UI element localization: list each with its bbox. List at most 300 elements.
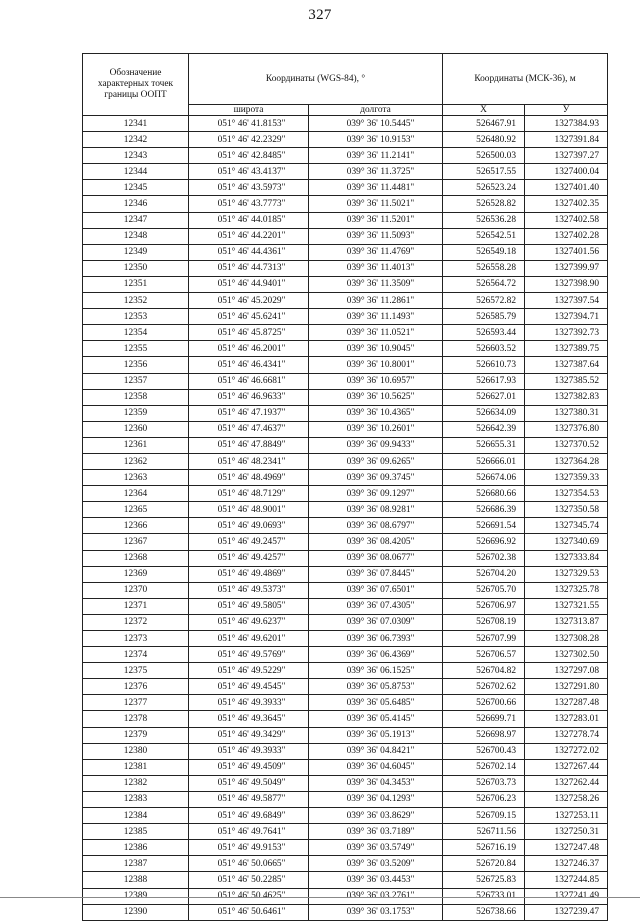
point-id-cell: 12352 bbox=[83, 293, 189, 309]
coord-x-cell: 526617.93 bbox=[443, 373, 525, 389]
longitude-cell: 039° 36' 10.5445" bbox=[309, 116, 443, 132]
coord-x-cell: 526528.82 bbox=[443, 196, 525, 212]
coord-x-cell: 526603.52 bbox=[443, 341, 525, 357]
longitude-cell: 039° 36' 03.4453" bbox=[309, 872, 443, 888]
longitude-cell: 039° 36' 03.5749" bbox=[309, 840, 443, 856]
table-row bbox=[83, 437, 608, 453]
point-id-cell: 12345 bbox=[83, 180, 189, 196]
latitude-cell: 051° 46' 49.4545" bbox=[189, 679, 309, 695]
coord-y-cell: 1327376.80 bbox=[525, 421, 608, 437]
longitude-cell: 039° 36' 11.4769" bbox=[309, 244, 443, 260]
table-row bbox=[83, 711, 608, 727]
point-id-cell: 12373 bbox=[83, 631, 189, 647]
coord-x-cell: 526536.28 bbox=[443, 212, 525, 228]
latitude-cell: 051° 46' 49.6237" bbox=[189, 614, 309, 630]
longitude-cell: 039° 36' 11.4481" bbox=[309, 180, 443, 196]
table-row bbox=[83, 228, 608, 244]
coord-x-cell: 526642.39 bbox=[443, 421, 525, 437]
coord-x-cell: 526585.79 bbox=[443, 309, 525, 325]
table-row bbox=[83, 389, 608, 405]
point-id-cell: 12354 bbox=[83, 325, 189, 341]
latitude-cell: 051° 46' 44.9401" bbox=[189, 276, 309, 292]
table-row bbox=[83, 695, 608, 711]
coord-x-cell: 526709.15 bbox=[443, 808, 525, 824]
longitude-cell: 039° 36' 07.8445" bbox=[309, 566, 443, 582]
table-row bbox=[83, 276, 608, 292]
latitude-cell: 051° 46' 46.2001" bbox=[189, 341, 309, 357]
latitude-cell: 051° 46' 45.8725" bbox=[189, 325, 309, 341]
table-row bbox=[83, 534, 608, 550]
coord-y-cell: 1327244.85 bbox=[525, 872, 608, 888]
table-row bbox=[83, 244, 608, 260]
table-row bbox=[83, 373, 608, 389]
longitude-cell: 039° 36' 11.0521" bbox=[309, 325, 443, 341]
table-row bbox=[83, 196, 608, 212]
point-id-cell: 12364 bbox=[83, 486, 189, 502]
coord-y-cell: 1327398.90 bbox=[525, 276, 608, 292]
latitude-cell: 051° 46' 45.6241" bbox=[189, 309, 309, 325]
coord-y-cell: 1327340.69 bbox=[525, 534, 608, 550]
coord-x-cell: 526674.06 bbox=[443, 470, 525, 486]
point-id-cell: 12377 bbox=[83, 695, 189, 711]
table-row bbox=[83, 486, 608, 502]
coord-y-cell: 1327272.02 bbox=[525, 743, 608, 759]
point-id-cell: 12366 bbox=[83, 518, 189, 534]
latitude-cell: 051° 46' 50.0665" bbox=[189, 856, 309, 872]
coord-x-cell: 526634.09 bbox=[443, 405, 525, 421]
longitude-cell: 039° 36' 06.7393" bbox=[309, 631, 443, 647]
coord-y-cell: 1327402.35 bbox=[525, 196, 608, 212]
coord-y-cell: 1327397.54 bbox=[525, 293, 608, 309]
latitude-cell: 051° 46' 47.8849" bbox=[189, 437, 309, 453]
coord-y-cell: 1327267.44 bbox=[525, 759, 608, 775]
coord-y-cell: 1327364.28 bbox=[525, 453, 608, 469]
coord-x-cell: 526698.97 bbox=[443, 727, 525, 743]
latitude-cell: 051° 46' 50.2285" bbox=[189, 872, 309, 888]
longitude-cell: 039° 36' 11.2861" bbox=[309, 293, 443, 309]
table-row bbox=[83, 260, 608, 276]
longitude-cell: 039° 36' 08.9281" bbox=[309, 502, 443, 518]
latitude-cell: 051° 46' 49.9153" bbox=[189, 840, 309, 856]
latitude-cell: 051° 46' 49.4257" bbox=[189, 550, 309, 566]
table-row bbox=[83, 582, 608, 598]
table-row bbox=[83, 164, 608, 180]
coord-y-cell: 1327313.87 bbox=[525, 614, 608, 630]
latitude-cell: 051° 46' 49.5805" bbox=[189, 598, 309, 614]
longitude-cell: 039° 36' 03.7189" bbox=[309, 824, 443, 840]
point-id-cell: 12387 bbox=[83, 856, 189, 872]
point-id-cell: 12356 bbox=[83, 357, 189, 373]
coord-y-cell: 1327297.08 bbox=[525, 663, 608, 679]
longitude-cell: 039° 36' 08.4205" bbox=[309, 534, 443, 550]
coord-y-cell: 1327321.55 bbox=[525, 598, 608, 614]
point-id-cell: 12378 bbox=[83, 711, 189, 727]
coord-x-cell: 526704.20 bbox=[443, 566, 525, 582]
coord-x-cell: 526700.43 bbox=[443, 743, 525, 759]
longitude-cell: 039° 36' 11.5021" bbox=[309, 196, 443, 212]
coord-y-cell: 1327302.50 bbox=[525, 647, 608, 663]
coord-x-cell: 526706.97 bbox=[443, 598, 525, 614]
point-id-cell: 12371 bbox=[83, 598, 189, 614]
coord-x-cell: 526711.56 bbox=[443, 824, 525, 840]
table-row bbox=[83, 132, 608, 148]
coord-y-cell: 1327384.93 bbox=[525, 116, 608, 132]
point-id-cell: 12372 bbox=[83, 614, 189, 630]
longitude-cell: 039° 36' 07.0309" bbox=[309, 614, 443, 630]
longitude-cell: 039° 36' 10.5625" bbox=[309, 389, 443, 405]
latitude-cell: 051° 46' 43.4137" bbox=[189, 164, 309, 180]
coord-x-cell: 526558.28 bbox=[443, 260, 525, 276]
point-id-cell: 12362 bbox=[83, 453, 189, 469]
latitude-cell: 051° 46' 46.4341" bbox=[189, 357, 309, 373]
header-x: X bbox=[443, 105, 525, 116]
longitude-cell: 039° 36' 10.6957" bbox=[309, 373, 443, 389]
coord-y-cell: 1327387.64 bbox=[525, 357, 608, 373]
point-id-cell: 12361 bbox=[83, 437, 189, 453]
coord-x-cell: 526704.82 bbox=[443, 663, 525, 679]
table-row bbox=[83, 743, 608, 759]
coord-y-cell: 1327308.28 bbox=[525, 631, 608, 647]
longitude-cell: 039° 36' 11.3725" bbox=[309, 164, 443, 180]
coord-x-cell: 526696.92 bbox=[443, 534, 525, 550]
coord-y-cell: 1327399.97 bbox=[525, 260, 608, 276]
table-row bbox=[83, 212, 608, 228]
table-row bbox=[83, 663, 608, 679]
coord-y-cell: 1327329.53 bbox=[525, 566, 608, 582]
table-row bbox=[83, 325, 608, 341]
latitude-cell: 051° 46' 49.3933" bbox=[189, 695, 309, 711]
point-id-cell: 12381 bbox=[83, 759, 189, 775]
coord-x-cell: 526706.23 bbox=[443, 791, 525, 807]
coord-x-cell: 526708.19 bbox=[443, 614, 525, 630]
longitude-cell: 039° 36' 11.4013" bbox=[309, 260, 443, 276]
longitude-cell: 039° 36' 04.8421" bbox=[309, 743, 443, 759]
longitude-cell: 039° 36' 08.6797" bbox=[309, 518, 443, 534]
point-id-cell: 12369 bbox=[83, 566, 189, 582]
longitude-cell: 039° 36' 09.9433" bbox=[309, 437, 443, 453]
coord-y-cell: 1327402.58 bbox=[525, 212, 608, 228]
coord-x-cell: 526707.99 bbox=[443, 631, 525, 647]
point-id-cell: 12390 bbox=[83, 904, 189, 920]
coord-y-cell: 1327391.84 bbox=[525, 132, 608, 148]
latitude-cell: 051° 46' 49.3645" bbox=[189, 711, 309, 727]
table-row bbox=[83, 775, 608, 791]
latitude-cell: 051° 46' 44.2201" bbox=[189, 228, 309, 244]
longitude-cell: 039° 36' 10.2601" bbox=[309, 421, 443, 437]
latitude-cell: 051° 46' 49.5877" bbox=[189, 791, 309, 807]
longitude-cell: 039° 36' 05.6485" bbox=[309, 695, 443, 711]
latitude-cell: 051° 46' 42.8485" bbox=[189, 148, 309, 164]
table-row bbox=[83, 116, 608, 132]
point-id-cell: 12367 bbox=[83, 534, 189, 550]
header-longitude: долгота bbox=[309, 105, 443, 116]
table-row bbox=[83, 293, 608, 309]
coord-y-cell: 1327333.84 bbox=[525, 550, 608, 566]
coord-y-cell: 1327250.31 bbox=[525, 824, 608, 840]
longitude-cell: 039° 36' 04.6045" bbox=[309, 759, 443, 775]
table-header-row bbox=[83, 54, 608, 105]
latitude-cell: 051° 46' 44.4361" bbox=[189, 244, 309, 260]
coord-y-cell: 1327402.28 bbox=[525, 228, 608, 244]
point-id-cell: 12347 bbox=[83, 212, 189, 228]
point-id-cell: 12384 bbox=[83, 808, 189, 824]
coord-x-cell: 526699.71 bbox=[443, 711, 525, 727]
point-id-cell: 12388 bbox=[83, 872, 189, 888]
longitude-cell: 039° 36' 11.3509" bbox=[309, 276, 443, 292]
latitude-cell: 051° 46' 47.1937" bbox=[189, 405, 309, 421]
coord-y-cell: 1327345.74 bbox=[525, 518, 608, 534]
table-row bbox=[83, 566, 608, 582]
latitude-cell: 051° 46' 46.6681" bbox=[189, 373, 309, 389]
latitude-cell: 051° 46' 41.8153" bbox=[189, 116, 309, 132]
coord-y-cell: 1327325.78 bbox=[525, 582, 608, 598]
coord-x-cell: 526725.83 bbox=[443, 872, 525, 888]
coord-x-cell: 526702.62 bbox=[443, 679, 525, 695]
coord-y-cell: 1327283.01 bbox=[525, 711, 608, 727]
point-id-cell: 12360 bbox=[83, 421, 189, 437]
coord-x-cell: 526480.92 bbox=[443, 132, 525, 148]
table-row bbox=[83, 647, 608, 663]
coord-x-cell: 526705.70 bbox=[443, 582, 525, 598]
point-id-cell: 12357 bbox=[83, 373, 189, 389]
latitude-cell: 051° 46' 48.2341" bbox=[189, 453, 309, 469]
coord-x-cell: 526610.73 bbox=[443, 357, 525, 373]
coord-y-cell: 1327278.74 bbox=[525, 727, 608, 743]
point-id-cell: 12380 bbox=[83, 743, 189, 759]
longitude-cell: 039° 36' 05.8753" bbox=[309, 679, 443, 695]
coord-x-cell: 526593.44 bbox=[443, 325, 525, 341]
coord-y-cell: 1327354.53 bbox=[525, 486, 608, 502]
coord-y-cell: 1327392.73 bbox=[525, 325, 608, 341]
coord-x-cell: 526467.91 bbox=[443, 116, 525, 132]
table-row bbox=[83, 824, 608, 840]
coord-x-cell: 526564.72 bbox=[443, 276, 525, 292]
coord-x-cell: 526549.18 bbox=[443, 244, 525, 260]
table-row bbox=[83, 309, 608, 325]
bottom-rule bbox=[0, 897, 640, 898]
coord-x-cell: 526716.19 bbox=[443, 840, 525, 856]
longitude-cell: 039° 36' 03.5209" bbox=[309, 856, 443, 872]
coord-y-cell: 1327247.48 bbox=[525, 840, 608, 856]
longitude-cell: 039° 36' 11.1493" bbox=[309, 309, 443, 325]
table-row bbox=[83, 791, 608, 807]
coord-x-cell: 526666.01 bbox=[443, 453, 525, 469]
coord-y-cell: 1327401.40 bbox=[525, 180, 608, 196]
point-id-cell: 12350 bbox=[83, 260, 189, 276]
latitude-cell: 051° 46' 49.2457" bbox=[189, 534, 309, 550]
latitude-cell: 051° 46' 48.4969" bbox=[189, 470, 309, 486]
table-row bbox=[83, 614, 608, 630]
table-body bbox=[83, 116, 608, 921]
point-id-cell: 12376 bbox=[83, 679, 189, 695]
coord-x-cell: 526655.31 bbox=[443, 437, 525, 453]
point-id-cell: 12341 bbox=[83, 116, 189, 132]
header-designation: Обозначение характерных точек границы ООПТ bbox=[83, 54, 189, 116]
point-id-cell: 12348 bbox=[83, 228, 189, 244]
longitude-cell: 039° 36' 06.1525" bbox=[309, 663, 443, 679]
coord-x-cell: 526627.01 bbox=[443, 389, 525, 405]
coord-x-cell: 526542.51 bbox=[443, 228, 525, 244]
latitude-cell: 051° 46' 43.5973" bbox=[189, 180, 309, 196]
longitude-cell: 039° 36' 04.3453" bbox=[309, 775, 443, 791]
latitude-cell: 051° 46' 45.2029" bbox=[189, 293, 309, 309]
table-row bbox=[83, 727, 608, 743]
point-id-cell: 12375 bbox=[83, 663, 189, 679]
point-id-cell: 12351 bbox=[83, 276, 189, 292]
table-row bbox=[83, 840, 608, 856]
table-row bbox=[83, 180, 608, 196]
table-row bbox=[83, 598, 608, 614]
table-row bbox=[83, 759, 608, 775]
header-msk36: Координаты (МСК-36), м bbox=[443, 54, 608, 105]
coord-x-cell: 526720.84 bbox=[443, 856, 525, 872]
coord-y-cell: 1327359.33 bbox=[525, 470, 608, 486]
coord-y-cell: 1327370.52 bbox=[525, 437, 608, 453]
coord-x-cell: 526517.55 bbox=[443, 164, 525, 180]
coord-y-cell: 1327401.56 bbox=[525, 244, 608, 260]
latitude-cell: 051° 46' 49.4869" bbox=[189, 566, 309, 582]
header-wgs84: Координаты (WGS-84), ° bbox=[189, 54, 443, 105]
point-id-cell: 12368 bbox=[83, 550, 189, 566]
point-id-cell: 12379 bbox=[83, 727, 189, 743]
table-row bbox=[83, 470, 608, 486]
longitude-cell: 039° 36' 11.5093" bbox=[309, 228, 443, 244]
longitude-cell: 039° 36' 09.6265" bbox=[309, 453, 443, 469]
coord-y-cell: 1327350.58 bbox=[525, 502, 608, 518]
table-row bbox=[83, 550, 608, 566]
longitude-cell: 039° 36' 09.1297" bbox=[309, 486, 443, 502]
latitude-cell: 051° 46' 49.4509" bbox=[189, 759, 309, 775]
longitude-cell: 039° 36' 11.2141" bbox=[309, 148, 443, 164]
table-row bbox=[83, 679, 608, 695]
longitude-cell: 039° 36' 08.0677" bbox=[309, 550, 443, 566]
table-row bbox=[83, 808, 608, 824]
coord-x-cell: 526686.39 bbox=[443, 502, 525, 518]
longitude-cell: 039° 36' 04.1293" bbox=[309, 791, 443, 807]
coordinates-table bbox=[82, 53, 608, 921]
latitude-cell: 051° 46' 50.6461" bbox=[189, 904, 309, 920]
latitude-cell: 051° 46' 49.6849" bbox=[189, 808, 309, 824]
latitude-cell: 051° 46' 49.7641" bbox=[189, 824, 309, 840]
coord-y-cell: 1327389.75 bbox=[525, 341, 608, 357]
latitude-cell: 051° 46' 47.4637" bbox=[189, 421, 309, 437]
coord-x-cell: 526702.14 bbox=[443, 759, 525, 775]
table-row bbox=[83, 357, 608, 373]
coord-y-cell: 1327262.44 bbox=[525, 775, 608, 791]
point-id-cell: 12353 bbox=[83, 309, 189, 325]
coord-y-cell: 1327400.04 bbox=[525, 164, 608, 180]
table-row bbox=[83, 856, 608, 872]
point-id-cell: 12383 bbox=[83, 791, 189, 807]
point-id-cell: 12385 bbox=[83, 824, 189, 840]
latitude-cell: 051° 46' 48.9001" bbox=[189, 502, 309, 518]
coord-x-cell: 526703.73 bbox=[443, 775, 525, 791]
table-row bbox=[83, 502, 608, 518]
coord-y-cell: 1327258.26 bbox=[525, 791, 608, 807]
point-id-cell: 12344 bbox=[83, 164, 189, 180]
coord-y-cell: 1327246.37 bbox=[525, 856, 608, 872]
point-id-cell: 12355 bbox=[83, 341, 189, 357]
coord-y-cell: 1327382.83 bbox=[525, 389, 608, 405]
table-row bbox=[83, 904, 608, 920]
point-id-cell: 12386 bbox=[83, 840, 189, 856]
point-id-cell: 12342 bbox=[83, 132, 189, 148]
latitude-cell: 051° 46' 49.5229" bbox=[189, 663, 309, 679]
longitude-cell: 039° 36' 10.4365" bbox=[309, 405, 443, 421]
longitude-cell: 039° 36' 03.8629" bbox=[309, 808, 443, 824]
longitude-cell: 039° 36' 06.4369" bbox=[309, 647, 443, 663]
longitude-cell: 039° 36' 05.4145" bbox=[309, 711, 443, 727]
coord-y-cell: 1327239.47 bbox=[525, 904, 608, 920]
latitude-cell: 051° 46' 49.6201" bbox=[189, 631, 309, 647]
coord-x-cell: 526680.66 bbox=[443, 486, 525, 502]
point-id-cell: 12343 bbox=[83, 148, 189, 164]
coord-x-cell: 526500.03 bbox=[443, 148, 525, 164]
coord-y-cell: 1327287.48 bbox=[525, 695, 608, 711]
coord-y-cell: 1327380.31 bbox=[525, 405, 608, 421]
coord-x-cell: 526738.66 bbox=[443, 904, 525, 920]
coord-x-cell: 526572.82 bbox=[443, 293, 525, 309]
longitude-cell: 039° 36' 10.9045" bbox=[309, 341, 443, 357]
point-id-cell: 12363 bbox=[83, 470, 189, 486]
table-row bbox=[83, 453, 608, 469]
header-y: У bbox=[525, 105, 608, 116]
point-id-cell: 12374 bbox=[83, 647, 189, 663]
table-row bbox=[83, 341, 608, 357]
latitude-cell: 051° 46' 49.3429" bbox=[189, 727, 309, 743]
table-row bbox=[83, 518, 608, 534]
latitude-cell: 051° 46' 44.0185" bbox=[189, 212, 309, 228]
coord-x-cell: 526702.38 bbox=[443, 550, 525, 566]
point-id-cell: 12349 bbox=[83, 244, 189, 260]
coord-y-cell: 1327385.52 bbox=[525, 373, 608, 389]
longitude-cell: 039° 36' 03.1753" bbox=[309, 904, 443, 920]
coord-y-cell: 1327397.27 bbox=[525, 148, 608, 164]
coord-x-cell: 526700.66 bbox=[443, 695, 525, 711]
coord-x-cell: 526706.57 bbox=[443, 647, 525, 663]
header-latitude: широта bbox=[189, 105, 309, 116]
latitude-cell: 051° 46' 49.5049" bbox=[189, 775, 309, 791]
longitude-cell: 039° 36' 10.9153" bbox=[309, 132, 443, 148]
longitude-cell: 039° 36' 07.4305" bbox=[309, 598, 443, 614]
point-id-cell: 12365 bbox=[83, 502, 189, 518]
point-id-cell: 12346 bbox=[83, 196, 189, 212]
longitude-cell: 039° 36' 09.3745" bbox=[309, 470, 443, 486]
table-row bbox=[83, 405, 608, 421]
point-id-cell: 12382 bbox=[83, 775, 189, 791]
latitude-cell: 051° 46' 49.5769" bbox=[189, 647, 309, 663]
latitude-cell: 051° 46' 42.2329" bbox=[189, 132, 309, 148]
latitude-cell: 051° 46' 46.9633" bbox=[189, 389, 309, 405]
latitude-cell: 051° 46' 43.7773" bbox=[189, 196, 309, 212]
coord-y-cell: 1327394.71 bbox=[525, 309, 608, 325]
coord-y-cell: 1327253.11 bbox=[525, 808, 608, 824]
table-row bbox=[83, 421, 608, 437]
longitude-cell: 039° 36' 10.8001" bbox=[309, 357, 443, 373]
point-id-cell: 12359 bbox=[83, 405, 189, 421]
latitude-cell: 051° 46' 49.0693" bbox=[189, 518, 309, 534]
coord-x-cell: 526523.24 bbox=[443, 180, 525, 196]
latitude-cell: 051° 46' 48.7129" bbox=[189, 486, 309, 502]
page-number: 327 bbox=[308, 7, 332, 23]
latitude-cell: 051° 46' 44.7313" bbox=[189, 260, 309, 276]
longitude-cell: 039° 36' 07.6501" bbox=[309, 582, 443, 598]
longitude-cell: 039° 36' 05.1913" bbox=[309, 727, 443, 743]
longitude-cell: 039° 36' 11.5201" bbox=[309, 212, 443, 228]
table-row bbox=[83, 148, 608, 164]
point-id-cell: 12370 bbox=[83, 582, 189, 598]
coord-y-cell: 1327291.80 bbox=[525, 679, 608, 695]
